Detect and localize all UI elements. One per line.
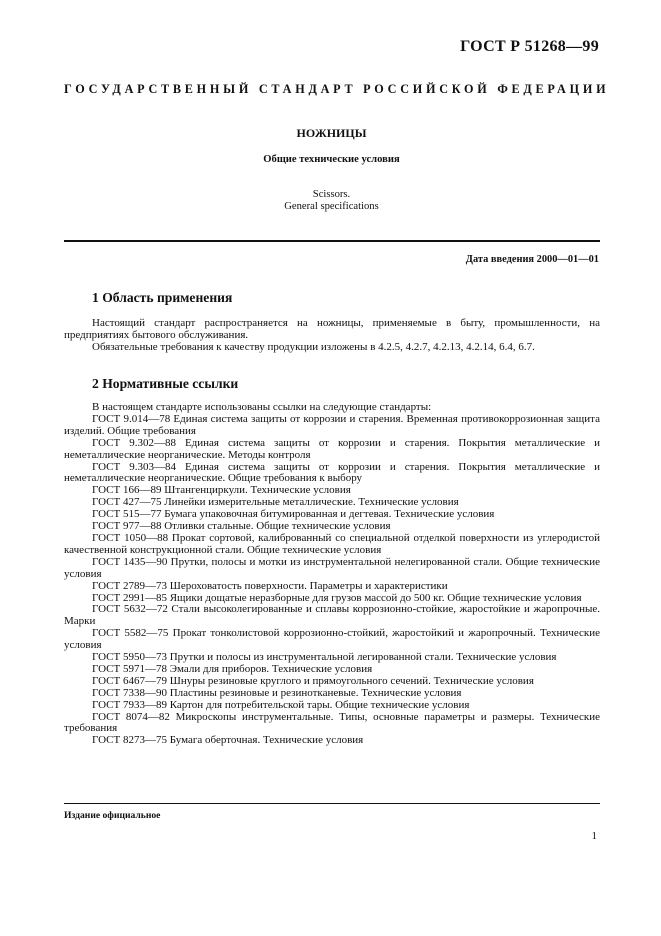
title-divider (64, 240, 600, 242)
reference-item: ГОСТ 515—77 Бумага упаковочная битумированная и дегтевая. Технические условия (92, 508, 495, 521)
introduction-date: Дата введения 2000—01—01 (465, 254, 599, 265)
english-title (64, 189, 599, 213)
english-title-line1: Scissors. (312, 189, 351, 200)
reference-item: ГОСТ 7933—89 Картон для потребительской тары. Общие технические условия (92, 698, 470, 711)
reference-item: ГОСТ 9.302—88 Единая система защиты от коррозии и старения. Покрытия металлические и неметаллические неорганические. Методы контроля (64, 436, 600, 461)
reference-item: ГОСТ 5632—72 Стали высоколегированные и сплавы коррозионно-стойкие, жаростойкие и жаропрочные. Марки (64, 603, 600, 628)
reference-item: ГОСТ 5950—73 Прутки и полосы из инструментальной легированной стали. Технические условия (92, 651, 557, 664)
reference-item: ГОСТ 9.014—78 Единая система защиты от коррозии и старения. Временная противокоррозионная защита изделий. Общие требования (64, 412, 600, 437)
reference-item: ГОСТ 8273—75 Бумага оберточная. Технические условия (92, 734, 364, 747)
document-title: НОЖНИЦЫ (296, 126, 367, 140)
official-edition-label: Издание официальное (64, 810, 161, 821)
section1-heading: 1 Область применения (92, 290, 233, 305)
section1-paragraph2 (64, 342, 600, 354)
reference-item: ГОСТ 9.303—84 Единая система защиты от коррозии и старения. Покрытия металлические и неметаллические неорганические. Общие требования к выбору (64, 460, 600, 485)
footer-divider (64, 803, 600, 804)
reference-item: ГОСТ 7338—90 Пластины резиновые и резинотканевые. Технические условия (92, 686, 462, 699)
reference-item: ГОСТ 427—75 Линейки измерительные металлические. Технические условия (92, 496, 459, 509)
document-subtitle: Общие технические условия (263, 154, 400, 165)
reference-item: ГОСТ 1050—88 Прокат сортовой, калиброванный со специальной отделкой поверхности из углеродистой качественной конструкционной стали. Общие технические условия (64, 531, 600, 556)
reference-item: ГОСТ 2991—85 Ящики дощатые неразборные для грузов массой до 500 кг. Общие технические условия (92, 591, 582, 604)
section1-paragraph2-text: Обязательные требования к качеству продукции изложены в 4.2.5, 4.2.7, 4.2.13, 4.2.14, 6.4, 6.7. (92, 341, 535, 353)
reference-item: ГОСТ 5971—78 Эмали для приборов. Технические условия (92, 662, 373, 675)
reference-item: ГОСТ 2789—73 Шероховатость поверхности. Параметры и характеристики (92, 579, 448, 592)
references-intro: В настоящем стандарте использованы ссылки на следующие стандарты: (92, 401, 432, 413)
section1-paragraph1 (64, 318, 600, 342)
reference-item: ГОСТ 8074—82 Микроскопы инструментальные. Типы, основные параметры и размеры. Технические требования (64, 710, 600, 735)
reference-item: ГОСТ 1435—90 Прутки, полосы и мотки из инструментальной нелегированной стали. Общие технические условия (64, 555, 600, 580)
reference-item: ГОСТ 6467—79 Шнуры резиновые круглого и прямоугольного сечений. Технические условия (92, 674, 534, 687)
reference-item: ГОСТ 977—88 Отливки стальные. Общие технические условия (92, 520, 391, 533)
section1-paragraph1-text: Настоящий стандарт распространяется на ножницы, применяемые в быту, промышленности, на предприятиях бытового обслуживания. (64, 317, 600, 341)
section2-heading: 2 Нормативные ссылки (92, 376, 239, 391)
reference-item: ГОСТ 5582—75 Прокат тонколистовой коррозионно-стойкий, жаростойкий и жаропрочный. Технические условия (64, 627, 600, 652)
normative-references-list (64, 402, 600, 747)
reference-item: ГОСТ 166—89 Штангенциркули. Технические условия (92, 484, 351, 497)
state-standard-heading: ГОСУДАРСТВЕННЫЙ СТАНДАРТ РОССИЙСКОЙ ФЕДЕРАЦИИ (64, 82, 610, 96)
page-number: 1 (591, 830, 597, 842)
document-code: ГОСТ Р 51268—99 (460, 38, 599, 55)
english-title-line2: General specifications (284, 201, 379, 212)
